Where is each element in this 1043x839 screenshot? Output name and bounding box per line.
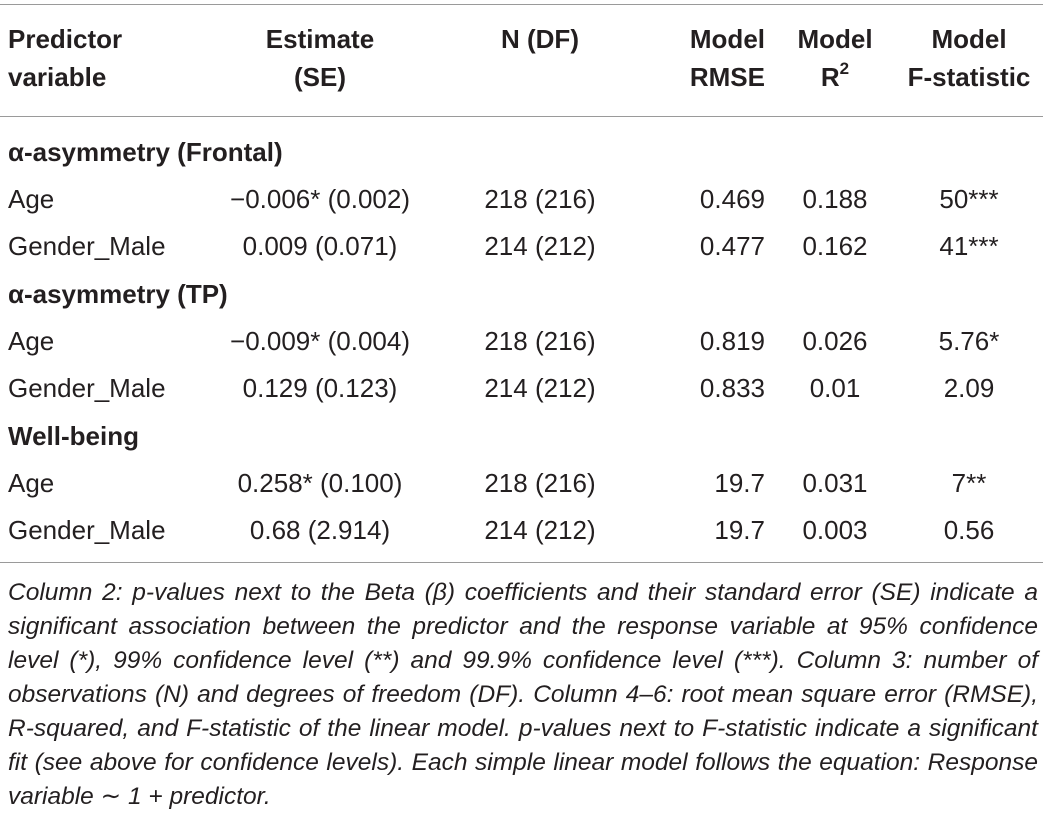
cell-r2: 0.031	[802, 468, 868, 498]
section-title: α-asymmetry (Frontal)	[8, 137, 283, 167]
header-line: Predictor	[8, 24, 123, 54]
cell-rmse: 19.7	[714, 468, 765, 498]
header-predictor-variable	[8, 20, 122, 96]
header-line: Model	[931, 24, 1007, 54]
table-header-row	[0, 20, 1043, 104]
header-estimate	[200, 20, 440, 96]
cell-n-df: 214 (212)	[484, 515, 596, 545]
cell-estimate: −0.006* (0.002)	[230, 184, 410, 214]
cell-n-df: 218 (216)	[484, 326, 596, 356]
cell-r2: 0.003	[802, 515, 868, 545]
header-line: Estimate	[265, 24, 375, 54]
header-r-superscript: 2	[839, 59, 850, 79]
table-row	[0, 513, 1043, 547]
table-row	[0, 229, 1043, 263]
header-line: (SE)	[294, 62, 346, 92]
table-row	[0, 324, 1043, 358]
cell-rmse: 0.819	[699, 326, 765, 356]
header-line	[780, 58, 890, 96]
cell-rmse: 0.469	[699, 184, 765, 214]
cell-predictor: Age	[8, 184, 55, 214]
table-top-rule	[0, 4, 1043, 5]
cell-predictor: Gender_Male	[8, 231, 166, 261]
cell-rmse: 0.833	[699, 373, 765, 403]
cell-predictor: Gender_Male	[8, 515, 166, 545]
cell-rmse: 0.477	[699, 231, 765, 261]
table-row	[0, 466, 1043, 500]
cell-predictor: Age	[8, 468, 55, 498]
cell-n-df: 214 (212)	[484, 373, 596, 403]
cell-n-df: 214 (212)	[484, 231, 596, 261]
cell-r2: 0.162	[802, 231, 868, 261]
cell-n-df: 218 (216)	[484, 468, 596, 498]
cell-r2: 0.188	[802, 184, 868, 214]
section-title: Well-being	[8, 421, 139, 451]
header-model-f-statistic	[895, 20, 1043, 96]
cell-f-statistic: 0.56	[943, 515, 995, 545]
header-n-df	[440, 20, 640, 58]
section-title: α-asymmetry (TP)	[8, 279, 228, 309]
header-model-rmse	[650, 20, 765, 96]
table-bottom-rule	[0, 562, 1043, 563]
cell-estimate: 0.129 (0.123)	[242, 373, 398, 403]
cell-r2: 0.026	[802, 326, 868, 356]
cell-f-statistic: 7**	[951, 468, 987, 498]
header-line: F-statistic	[907, 62, 1031, 92]
cell-estimate: 0.009 (0.071)	[242, 231, 398, 261]
cell-f-statistic: 50***	[939, 184, 999, 214]
header-r-text: R	[820, 62, 840, 92]
table-footnote	[8, 576, 1038, 814]
table-row	[0, 182, 1043, 216]
table-header-rule	[0, 116, 1043, 117]
table-row	[0, 371, 1043, 405]
cell-f-statistic: 41***	[939, 231, 999, 261]
cell-predictor: Gender_Male	[8, 373, 166, 403]
cell-r2: 0.01	[809, 373, 861, 403]
cell-estimate: −0.009* (0.004)	[230, 326, 410, 356]
cell-n-df: 218 (216)	[484, 184, 596, 214]
footnote-text: Column 2: p-values next to the Beta (β) coefficients and their standard error (SE) indicate a significant association between the predictor and the response variable at 95% confidence level (*), 99% confidence level (**) and 99.9% confidence level (***). Column 3: number of observations (N) and degrees of freedom (DF). Column 4–6: root mean square error (RMSE), R-squared, and F-statistic of the linear model. p-values next to F-statistic indicate a significant fit (see above for confidence levels). Each simple linear model follows the equation: Response variable ∼ 1 + predictor.	[8, 579, 1038, 810]
cell-predictor: Age	[8, 326, 55, 356]
cell-estimate: 0.68 (2.914)	[249, 515, 391, 545]
header-line: Model	[797, 24, 873, 54]
cell-estimate: 0.258* (0.100)	[237, 468, 403, 498]
header-line: N (DF)	[501, 24, 579, 54]
cell-f-statistic: 5.76*	[938, 326, 1000, 356]
header-line: Model	[689, 24, 765, 54]
header-line: variable	[8, 62, 107, 92]
header-line: RMSE	[689, 62, 765, 92]
cell-rmse: 19.7	[714, 515, 765, 545]
header-model-r2	[780, 20, 890, 96]
cell-f-statistic: 2.09	[943, 373, 995, 403]
